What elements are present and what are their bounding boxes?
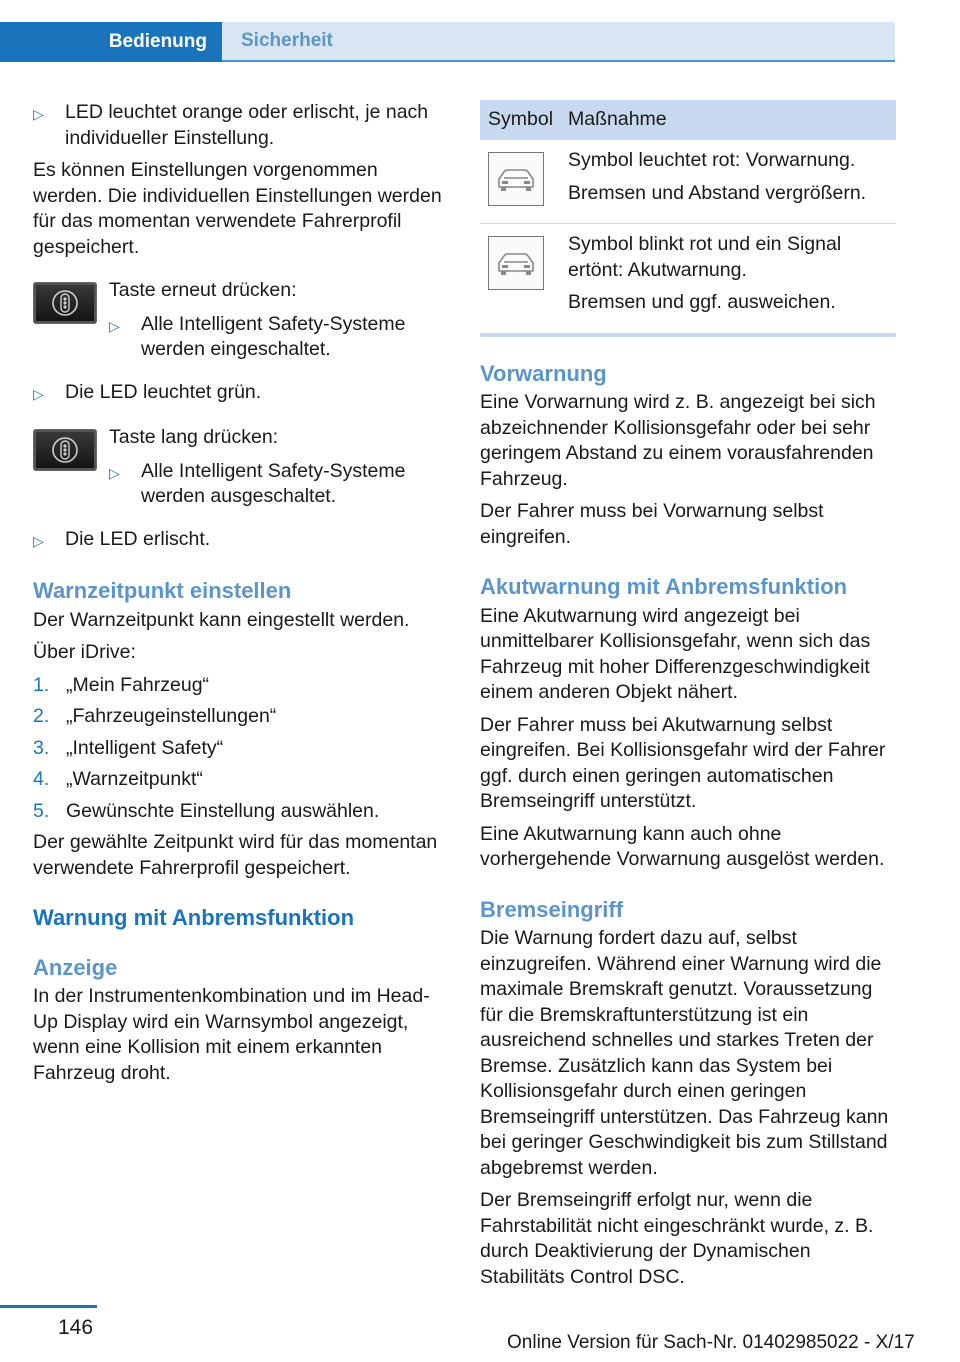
list-item <box>33 100 451 151</box>
table-cell-text: Symbol blinkt rot und ein Signal ertönt: Akutwarnung. <box>568 233 842 281</box>
list-item <box>33 527 451 555</box>
left-column <box>33 100 451 1093</box>
section-heading: Akutwarnung mit Anbremsfunktion <box>480 574 848 599</box>
list-item <box>33 767 451 793</box>
table-row <box>480 224 896 335</box>
triangle-bullet-icon: ▷ <box>33 532 44 549</box>
table-cell-text: Bremsen und ggf. ausweichen. <box>568 291 836 313</box>
table-row <box>480 140 896 224</box>
triangle-bullet-icon: ▷ <box>109 317 120 334</box>
step-text: „Mein Fahrzeug“ <box>66 673 210 696</box>
paragraph: Der Bremseingriff erfolgt nur, wenn die Fahrstabilität nicht eingeschränkt wurde, z. B. durch Deaktivierung der Dynamischen Stabilitäts Control DSC. <box>480 1189 874 1288</box>
step-list <box>33 673 451 825</box>
step-number: 5. <box>33 799 50 822</box>
car-warning-icon <box>488 152 544 206</box>
button-instruction <box>33 425 451 517</box>
column-header-measure: Maßnahme <box>560 100 896 140</box>
table-cell-text: Bremsen und Abstand vergrößern. <box>568 181 867 204</box>
bullet-text: Die LED erlischt. <box>65 527 211 550</box>
paragraph: Eine Akutwarnung kann auch ohne vorhergehende Vorwarnung ausgelöst werden. <box>480 822 885 870</box>
right-column <box>480 100 896 1297</box>
paragraph: Eine Vorwarnung wird z. B. angezeigt bei sich abzeichnender Kollisionsgefahr oder bei sehr geringem Abstand zu einem vorausfahrenden Fahrzeug. <box>480 391 876 490</box>
paragraph: Die Warnung fordert dazu auf, selbst einzugreifen. Während einer Warnung wird die maximale Bremskraft genutzt. Voraussetzung für die Bremskraftunterstützung ist ein ausreichend schnelles und starkes Treten der Bremse. Zusätzlich kann das System bei Kollisionsgefahr durch einen geringen Bremseingriff unterstützen. Das Fahrzeug kann bei geringer Geschwindigkeit bis zum Stillstand abgebremst werden. <box>480 927 889 1179</box>
step-number: 2. <box>33 705 50 727</box>
paragraph: In der Instrumentenkombination und im Head-Up Display wird ein Warnsymbol angezeigt, wenn eine Kollision mit einem erkannten Fahrzeug droht. <box>33 985 430 1084</box>
car-warning-icon <box>488 236 544 290</box>
triangle-bullet-icon: ▷ <box>33 385 44 402</box>
triangle-bullet-icon: ▷ <box>33 106 44 122</box>
list-item <box>33 799 451 825</box>
step-text: „Warnzeitpunkt“ <box>66 768 203 790</box>
list-item <box>33 736 451 762</box>
tab-sicherheit[interactable]: Sicherheit <box>222 22 895 62</box>
paragraph: Der Fahrer muss bei Vorwarnung selbst eingreifen. <box>480 500 824 548</box>
column-header-symbol: Symbol <box>480 100 560 140</box>
paragraph: Über iDrive: <box>33 641 136 663</box>
list-item <box>33 673 451 699</box>
paragraph: Eine Akutwarnung wird angezeigt bei unmittelbarer Kollisionsgefahr, wenn sich das Fahrzeug mit hoher Differenzgeschwindigkeit einem anderen Objekt nähert. <box>480 604 871 703</box>
triangle-bullet-icon: ▷ <box>109 464 120 481</box>
section-heading: Bremseingriff <box>480 896 624 922</box>
header-tabs <box>0 0 895 62</box>
bullet-text: Die LED leuchtet grün. <box>65 380 262 403</box>
list-item <box>33 704 451 730</box>
paragraph: Der Fahrer muss bei Akutwarnung selbst eingreifen. Bei Kollisionsgefahr wird der Fahrer ggf. durch einen geringen automatischen Bremseingriff unterstützt. <box>480 713 886 812</box>
list-item <box>109 459 451 510</box>
instruction-label: Taste lang drücken: <box>109 426 279 448</box>
tab-bedienung[interactable]: Bedienung <box>0 22 222 62</box>
footer-rule <box>0 1305 97 1308</box>
section-title: Warnung mit Anbremsfunktion <box>33 905 355 930</box>
bullet-text: Alle Intelligent Safety-Systeme werden eingeschaltet. <box>141 312 406 360</box>
table-cell-text: Symbol leuchtet rot: Vorwarnung. <box>568 149 856 171</box>
bullet-text: Alle Intelligent Safety-Systeme werden ausgeschaltet. <box>141 459 406 507</box>
paragraph: Der gewählte Zeitpunkt wird für das momentan verwendete Fahrerprofil gespeichert. <box>33 831 438 879</box>
section-heading: Vorwarnung <box>480 360 607 386</box>
bullet-text: LED leuchtet orange oder erlischt, je nach individueller Einstellung. <box>65 101 429 149</box>
button-instruction <box>33 278 451 370</box>
step-text: Gewünschte Einstellung auswählen. <box>66 799 380 822</box>
intelligent-safety-button-icon <box>33 282 97 324</box>
step-number: 1. <box>33 673 50 696</box>
online-version-note: Online Version für Sach-Nr. 01402985022 - X/17 <box>507 1332 915 1353</box>
paragraph: Der Warnzeitpunkt kann eingestellt werden. <box>33 608 410 631</box>
paragraph: Es können Einstellungen vorgenommen werden. Die individuellen Einstellungen werden für das momentan verwendete Fahrerprofil gespeichert. <box>33 159 442 258</box>
symbol-table <box>480 100 896 337</box>
instruction-label: Taste erneut drücken: <box>109 279 297 301</box>
step-text: „Intelligent Safety“ <box>66 736 224 759</box>
page-number: 146 <box>58 1316 94 1339</box>
table-header-row <box>480 100 896 140</box>
section-heading: Anzeige <box>33 954 118 980</box>
step-text: „Fahrzeugeinstellungen“ <box>66 705 277 727</box>
list-item <box>33 380 451 408</box>
step-number: 4. <box>33 768 50 790</box>
list-item <box>109 312 451 363</box>
section-heading: Warnzeitpunkt einstellen <box>33 578 292 603</box>
step-number: 3. <box>33 736 50 759</box>
intelligent-safety-button-icon <box>33 429 97 471</box>
